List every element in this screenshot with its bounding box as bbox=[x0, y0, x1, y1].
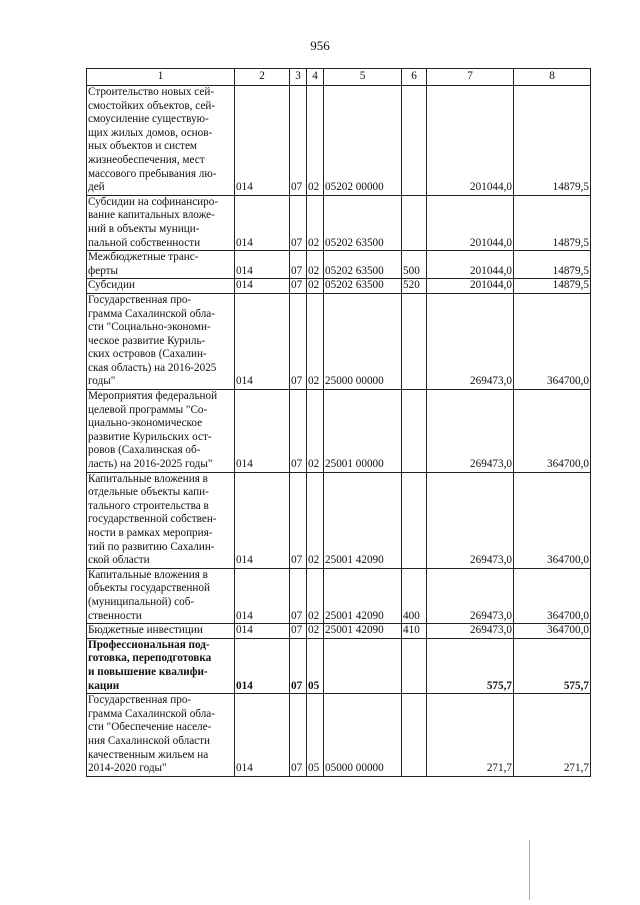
target-article-cell: 05000 00000 bbox=[324, 694, 402, 777]
row-name-cell: Межбюджетные транс- ферты bbox=[87, 251, 235, 279]
row-name-cell: Строительство новых сей- смостойких объектов, сей- смоусиление существую- щих жилых домов, основ- ных объектов и систем жизнеобеспечения, мест массового пребывания лю- дей bbox=[87, 86, 235, 196]
ministry-code-cell: 014 bbox=[235, 251, 290, 279]
ministry-code-cell: 014 bbox=[235, 638, 290, 693]
ministry-code-cell: 014 bbox=[235, 568, 290, 623]
target-article-cell: 05202 00000 bbox=[324, 86, 402, 196]
expense-type-cell: 520 bbox=[402, 279, 427, 294]
expense-type-cell bbox=[402, 472, 427, 568]
subsection-code-cell: 02 bbox=[307, 390, 324, 473]
table-row bbox=[87, 694, 591, 777]
expense-type-cell bbox=[402, 195, 427, 250]
row-name-cell: Субсидии bbox=[87, 279, 235, 294]
target-article-cell: 25001 42090 bbox=[324, 568, 402, 623]
target-article-cell: 05202 63500 bbox=[324, 195, 402, 250]
amount-year1-cell: 201044,0 bbox=[427, 279, 514, 294]
section-code-cell: 07 bbox=[290, 624, 307, 639]
row-name-cell: Государственная про- грамма Сахалинской обла- сти "Обеспечение населе- ния Сахалинской области качественным жильем на 2014-2020 годы" bbox=[87, 694, 235, 777]
column-header: 3 bbox=[290, 69, 307, 86]
ministry-code-cell: 014 bbox=[235, 472, 290, 568]
table-row bbox=[87, 568, 591, 623]
table-row bbox=[87, 638, 591, 693]
ministry-code-cell: 014 bbox=[235, 195, 290, 250]
table-row bbox=[87, 624, 591, 639]
amount-year1-cell: 201044,0 bbox=[427, 86, 514, 196]
row-name-cell: Капитальные вложения в объекты государственной (муниципальной) соб- ственности bbox=[87, 568, 235, 623]
target-article-cell: 05202 63500 bbox=[324, 279, 402, 294]
section-code-cell: 07 bbox=[290, 86, 307, 196]
row-name-cell: Капитальные вложения в отдельные объекты капи- тального строительства в государственной собствен- ности в рамках мероприя- тий по развитию Сахалин- ской области bbox=[87, 472, 235, 568]
budget-table bbox=[86, 68, 591, 777]
target-article-cell: 25000 00000 bbox=[324, 293, 402, 389]
amount-year2-cell: 14879,5 bbox=[514, 279, 591, 294]
subsection-code-cell: 02 bbox=[307, 568, 324, 623]
section-code-cell: 07 bbox=[290, 293, 307, 389]
amount-year1-cell: 269473,0 bbox=[427, 472, 514, 568]
target-article-cell: 25001 00000 bbox=[324, 390, 402, 473]
amount-year2-cell: 575,7 bbox=[514, 638, 591, 693]
ministry-code-cell: 014 bbox=[235, 390, 290, 473]
ministry-code-cell: 014 bbox=[235, 694, 290, 777]
table-header-row bbox=[87, 69, 591, 86]
expense-type-cell bbox=[402, 638, 427, 693]
ministry-code-cell: 014 bbox=[235, 293, 290, 389]
amount-year1-cell: 269473,0 bbox=[427, 390, 514, 473]
amount-year2-cell: 364700,0 bbox=[514, 390, 591, 473]
column-header: 5 bbox=[324, 69, 402, 86]
target-article-cell: 05202 63500 bbox=[324, 251, 402, 279]
amount-year2-cell: 14879,5 bbox=[514, 251, 591, 279]
column-header: 1 bbox=[87, 69, 235, 86]
table-row bbox=[87, 472, 591, 568]
row-name-cell: Государственная про- грамма Сахалинской обла- сти "Социально-экономи- ческое развитие Куриль- ских островов (Сахалин- ская область) на 2016-2025 годы" bbox=[87, 293, 235, 389]
column-header: 7 bbox=[427, 69, 514, 86]
expense-type-cell: 400 bbox=[402, 568, 427, 623]
section-code-cell: 07 bbox=[290, 195, 307, 250]
amount-year1-cell: 201044,0 bbox=[427, 195, 514, 250]
amount-year2-cell: 364700,0 bbox=[514, 568, 591, 623]
amount-year2-cell: 364700,0 bbox=[514, 293, 591, 389]
section-code-cell: 07 bbox=[290, 694, 307, 777]
subsection-code-cell: 02 bbox=[307, 279, 324, 294]
subsection-code-cell: 02 bbox=[307, 624, 324, 639]
amount-year1-cell: 269473,0 bbox=[427, 568, 514, 623]
table-row bbox=[87, 390, 591, 473]
subsection-code-cell: 05 bbox=[307, 638, 324, 693]
amount-year2-cell: 364700,0 bbox=[514, 472, 591, 568]
amount-year1-cell: 269473,0 bbox=[427, 293, 514, 389]
expense-type-cell: 410 bbox=[402, 624, 427, 639]
row-name-cell: Мероприятия федеральной целевой программы "Со- циально-экономическое развитие Курильских ост- ровов (Сахалинская об- ласть) на 2016-2025 годы" bbox=[87, 390, 235, 473]
expense-type-cell: 500 bbox=[402, 251, 427, 279]
subsection-code-cell: 02 bbox=[307, 472, 324, 568]
target-article-cell: 25001 42090 bbox=[324, 624, 402, 639]
table-row bbox=[87, 293, 591, 389]
subsection-code-cell: 02 bbox=[307, 293, 324, 389]
table-row bbox=[87, 251, 591, 279]
column-header: 4 bbox=[307, 69, 324, 86]
section-code-cell: 07 bbox=[290, 472, 307, 568]
subsection-code-cell: 02 bbox=[307, 86, 324, 196]
amount-year1-cell: 269473,0 bbox=[427, 624, 514, 639]
column-header: 8 bbox=[514, 69, 591, 86]
row-name-cell: Субсидии на софинансиро- вание капитальных вложе- ний в объекты муници- пальной собственности bbox=[87, 195, 235, 250]
ministry-code-cell: 014 bbox=[235, 279, 290, 294]
subsection-code-cell: 02 bbox=[307, 195, 324, 250]
page-number: 956 bbox=[310, 38, 330, 53]
section-code-cell: 07 bbox=[290, 251, 307, 279]
section-code-cell: 07 bbox=[290, 279, 307, 294]
target-article-cell: 25001 42090 bbox=[324, 472, 402, 568]
amount-year1-cell: 201044,0 bbox=[427, 251, 514, 279]
row-name-cell: Бюджетные инвестиции bbox=[87, 624, 235, 639]
section-code-cell: 07 bbox=[290, 568, 307, 623]
subsection-code-cell: 05 bbox=[307, 694, 324, 777]
expense-type-cell bbox=[402, 86, 427, 196]
amount-year1-cell: 271,7 bbox=[427, 694, 514, 777]
column-header: 6 bbox=[402, 69, 427, 86]
amount-year2-cell: 14879,5 bbox=[514, 195, 591, 250]
table-row bbox=[87, 195, 591, 250]
expense-type-cell bbox=[402, 694, 427, 777]
section-code-cell: 07 bbox=[290, 638, 307, 693]
column-header: 2 bbox=[235, 69, 290, 86]
amount-year2-cell: 271,7 bbox=[514, 694, 591, 777]
expense-type-cell bbox=[402, 293, 427, 389]
margin-line bbox=[529, 840, 530, 900]
target-article-cell bbox=[324, 638, 402, 693]
section-code-cell: 07 bbox=[290, 390, 307, 473]
ministry-code-cell: 014 bbox=[235, 624, 290, 639]
table-row bbox=[87, 279, 591, 294]
amount-year2-cell: 14879,5 bbox=[514, 86, 591, 196]
table-row bbox=[87, 86, 591, 196]
row-name-cell: Профессиональная под- готовка, переподготовка и повышение квалифи- кации bbox=[87, 638, 235, 693]
expense-type-cell bbox=[402, 390, 427, 473]
amount-year2-cell: 364700,0 bbox=[514, 624, 591, 639]
amount-year1-cell: 575,7 bbox=[427, 638, 514, 693]
subsection-code-cell: 02 bbox=[307, 251, 324, 279]
ministry-code-cell: 014 bbox=[235, 86, 290, 196]
